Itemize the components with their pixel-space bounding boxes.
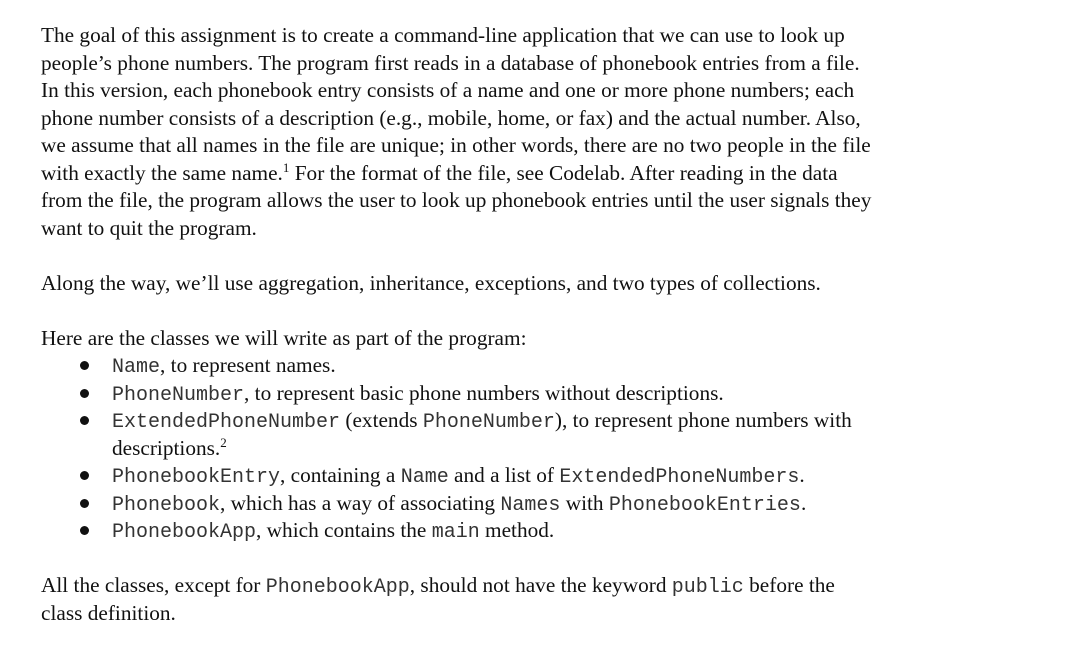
- class-name-code: Name: [112, 356, 161, 379]
- list-item-text: (extends: [340, 408, 423, 432]
- bullet-icon: [79, 490, 89, 518]
- class-name-code: Names: [500, 493, 561, 517]
- list-item: [112, 380, 1041, 408]
- text-segment: All the classes, except for: [41, 573, 266, 597]
- paragraph-line: want to quit the program.: [41, 215, 257, 240]
- paragraph-line: class definition.: [41, 600, 176, 625]
- list-item-text: .: [800, 490, 807, 515]
- class-name-code: PhonebookApp: [112, 521, 257, 544]
- paragraph-line: phone number consists of a description (e.g., mobile, home, or fax) and the actual number. Also,: [41, 105, 861, 130]
- paragraph-spacer: [41, 297, 1041, 325]
- bullet-icon: [79, 462, 89, 490]
- bullet-icon: [79, 407, 89, 435]
- list-item-text: , which contains the: [256, 518, 432, 542]
- document-body: [41, 22, 1041, 627]
- bullet-icon: [79, 380, 89, 408]
- paragraph-spacer: [41, 242, 1041, 270]
- list-item: [112, 462, 1041, 490]
- class-name-code: PhonebookApp: [265, 576, 410, 599]
- list-item-text: descriptions.: [112, 435, 221, 460]
- paragraph-spacer: [41, 545, 1041, 573]
- class-name-code: PhoneNumber: [112, 383, 245, 407]
- paragraph-line: people’s phone numbers. The program first reads in a database of phonebook entries from a file.: [41, 50, 860, 75]
- list-item: [112, 352, 1041, 380]
- list-item-text: with: [560, 490, 609, 515]
- class-name-code: ExtendedPhoneNumber: [112, 411, 341, 434]
- classes-intro: Here are the classes we will write as part of the program:: [41, 325, 527, 350]
- text-segment: For the format of the file, see Codelab. After reading in the data: [289, 160, 838, 185]
- list-item-text: .: [799, 463, 805, 487]
- text-segment: before the: [743, 573, 835, 597]
- text-segment: , should not have the keyword: [409, 573, 672, 597]
- class-name-code: Phonebook: [112, 493, 221, 517]
- paragraph-line: In this version, each phonebook entry consists of a name and one or more phone numbers; each: [41, 78, 855, 102]
- list-item-text: , to represent basic phone numbers without descriptions.: [244, 380, 724, 405]
- list-item-text: method.: [479, 518, 555, 542]
- paragraph-line: [41, 160, 1041, 188]
- class-name-code: PhonebookEntry: [112, 466, 281, 489]
- list-item-text: , which has a way of associating: [220, 490, 501, 515]
- list-item: [112, 490, 1041, 518]
- text-segment: with exactly the same name.: [41, 160, 283, 185]
- bullet-icon: [79, 517, 89, 545]
- method-name-code: main: [431, 521, 480, 544]
- paragraph-line: The goal of this assignment is to create a command-line application that we can use to look up: [41, 23, 845, 47]
- list-item: [112, 517, 1041, 545]
- list-item-text: , to represent names.: [160, 353, 336, 377]
- paragraph-line: from the file, the program allows the user to look up phonebook entries until the user signals they: [41, 188, 872, 212]
- list-item: [112, 407, 1041, 462]
- footnote-marker: 1: [282, 159, 290, 175]
- bullet-icon: [79, 352, 89, 380]
- list-item-text: and a list of: [448, 463, 560, 487]
- concepts-paragraph: Along the way, we’ll use aggregation, inheritance, exceptions, and two types of collections.: [41, 270, 821, 295]
- list-item-text: , containing a: [280, 463, 401, 487]
- class-list: [41, 352, 1041, 545]
- class-name-code: Name: [400, 466, 449, 489]
- paragraph-line: [41, 572, 1041, 600]
- class-name-code: PhoneNumber: [422, 411, 555, 434]
- class-name-code: ExtendedPhoneNumbers: [559, 466, 800, 489]
- keyword-code: public: [671, 576, 744, 599]
- public-keyword-paragraph: [41, 572, 1041, 627]
- intro-paragraph: [41, 22, 1041, 242]
- list-item-text: ), to represent phone numbers with: [554, 408, 852, 432]
- paragraph-line: we assume that all names in the file are unique; in other words, there are no two people in the file: [41, 133, 871, 157]
- footnote-marker: 2: [220, 434, 227, 450]
- class-name-code: PhonebookEntries: [608, 493, 801, 517]
